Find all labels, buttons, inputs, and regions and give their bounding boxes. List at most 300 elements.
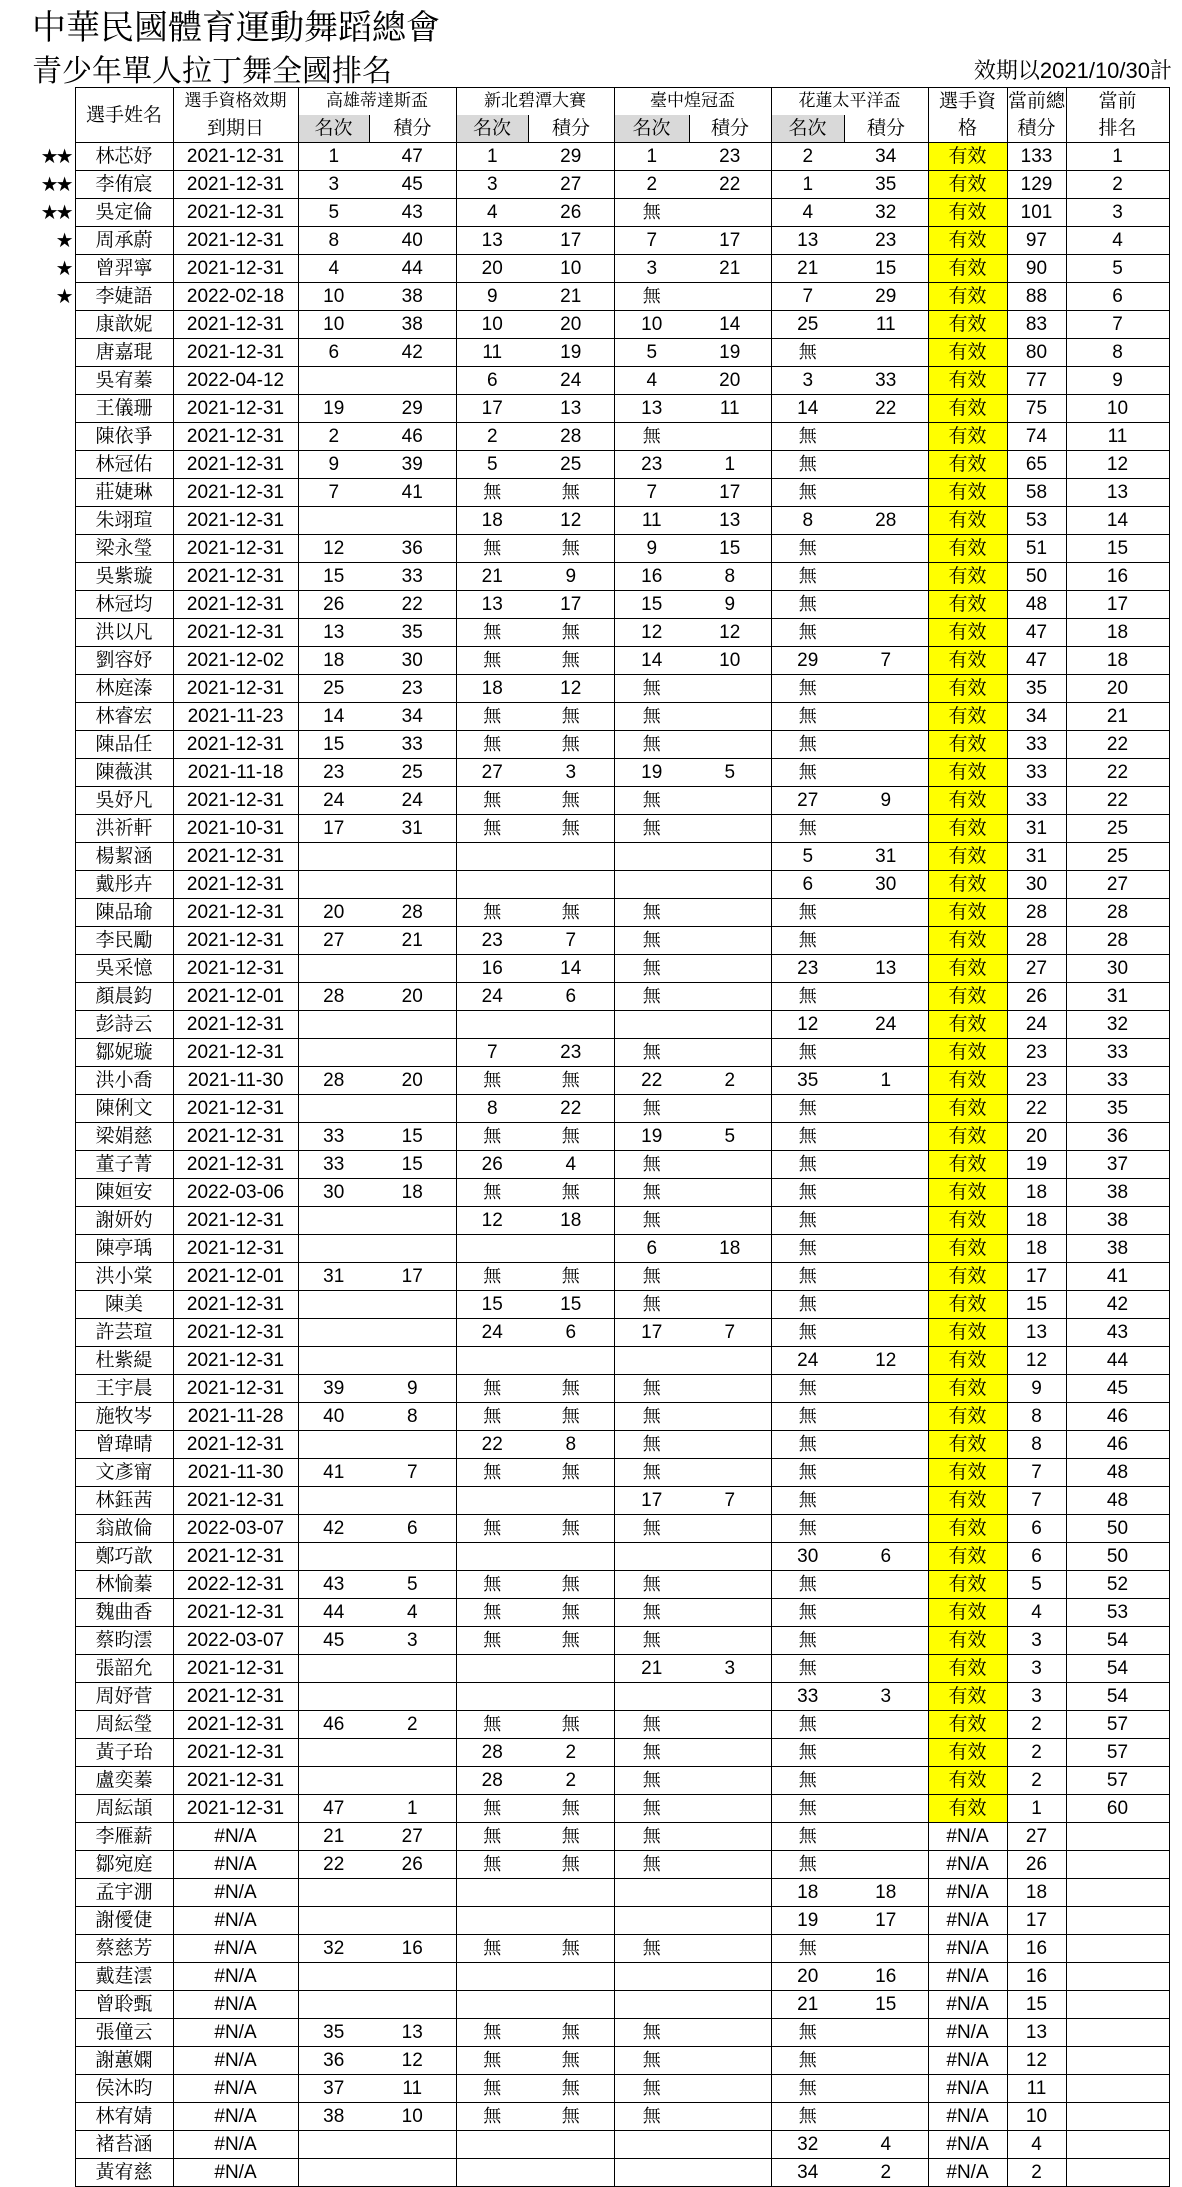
status-badge: 有效: [928, 1235, 1007, 1263]
expiry-date: 2021-12-31: [173, 1683, 298, 1711]
table-row: [0, 1655, 1169, 1683]
player-name: 康歆妮: [75, 311, 173, 339]
comp4-rank: 無: [771, 703, 844, 731]
comp3-points: [689, 843, 771, 871]
table-row: [0, 451, 1169, 479]
comp2-rank: 無: [456, 1459, 528, 1487]
comp4-points: 11: [844, 311, 928, 339]
comp2-points: 無: [528, 479, 614, 507]
comp1-points: 24: [369, 787, 456, 815]
current-rank: 22: [1066, 731, 1169, 759]
comp1-rank: 8: [298, 227, 369, 255]
comp2-points: 24: [528, 367, 614, 395]
star-rating: [0, 479, 75, 507]
table-row: [0, 227, 1169, 255]
star-rating: [0, 2019, 75, 2047]
comp4-rank: 2: [771, 143, 844, 171]
player-name: 黃子珆: [75, 1739, 173, 1767]
comp4-points: 12: [844, 1347, 928, 1375]
total-points: 97: [1007, 227, 1066, 255]
comp4-rank: 無: [771, 731, 844, 759]
table-row: [0, 2047, 1169, 2075]
comp4-rank: 無: [771, 1851, 844, 1879]
comp4-points: [844, 563, 928, 591]
player-name: 戴莛澐: [75, 1963, 173, 1991]
expiry-date: 2021-12-31: [173, 955, 298, 983]
total-points: 19: [1007, 1151, 1066, 1179]
star-rating: ★: [55, 284, 71, 308]
player-name: 李侑宸: [75, 171, 173, 199]
comp3-points: [689, 731, 771, 759]
comp1-rank: 38: [298, 2103, 369, 2131]
comp1-rank: [298, 871, 369, 899]
table-row: [0, 367, 1169, 395]
comp1-rank: 6: [298, 339, 369, 367]
comp4-rank: 無: [771, 1767, 844, 1795]
player-name: 洪祈軒: [75, 815, 173, 843]
comp1-points: 9: [369, 1375, 456, 1403]
player-name: 陳依爭: [75, 423, 173, 451]
comp3-points: 17: [689, 479, 771, 507]
comp4-points: [844, 1207, 928, 1235]
comp4-points: [844, 339, 928, 367]
comp2-points: 無: [528, 2075, 614, 2103]
comp2-rank: 8: [456, 1095, 528, 1123]
comp3-points: 10: [689, 647, 771, 675]
current-rank: 41: [1066, 1263, 1169, 1291]
comp2-points: [528, 1683, 614, 1711]
comp2-rank: 無: [456, 1823, 528, 1851]
status-badge: 有效: [928, 759, 1007, 787]
comp1-points: 23: [369, 675, 456, 703]
table-row: [0, 423, 1169, 451]
current-rank: 46: [1066, 1403, 1169, 1431]
comp4-points: 33: [844, 367, 928, 395]
comp3-points: [689, 283, 771, 311]
comp2-rank: 23: [456, 927, 528, 955]
comp4-rank: 5: [771, 843, 844, 871]
comp4-rank: 無: [771, 451, 844, 479]
comp3-rank: [614, 2159, 689, 2187]
comp2-rank: [456, 871, 528, 899]
comp2-rank: 無: [456, 1515, 528, 1543]
comp4-points: [844, 675, 928, 703]
total-points: 27: [1007, 1823, 1066, 1851]
status-badge: 有效: [928, 423, 1007, 451]
expiry-date: 2021-12-31: [173, 1039, 298, 1067]
current-rank: 60: [1066, 1795, 1169, 1823]
comp1-rank: [298, 1095, 369, 1123]
comp3-rank: 23: [614, 451, 689, 479]
comp2-points: 無: [528, 1403, 614, 1431]
comp1-rank: [298, 955, 369, 983]
comp1-points: 22: [369, 591, 456, 619]
comp2-points: [528, 1991, 614, 2019]
total-points: 34: [1007, 703, 1066, 731]
total-subheader: 積分: [1007, 115, 1066, 143]
player-name: 翁啟倫: [75, 1515, 173, 1543]
table-row: [0, 507, 1169, 535]
star-rating: [0, 1011, 75, 1039]
comp1-points: [369, 1767, 456, 1795]
comp1-points: [369, 1291, 456, 1319]
current-rank: 43: [1066, 1319, 1169, 1347]
total-points: 16: [1007, 1935, 1066, 1963]
star-rating: [0, 339, 75, 367]
comp1-points: 38: [369, 311, 456, 339]
comp2-points: 無: [528, 787, 614, 815]
comp1-points: [369, 871, 456, 899]
total-points: 31: [1007, 843, 1066, 871]
current-rank: 45: [1066, 1375, 1169, 1403]
comp2-points: 無: [528, 1711, 614, 1739]
comp1-rank: [298, 843, 369, 871]
comp2-rank: 無: [456, 1263, 528, 1291]
status-badge: 有效: [928, 927, 1007, 955]
star-rating: [0, 1515, 75, 1543]
comp2-rank: 17: [456, 395, 528, 423]
page-subtitle: 青少年單人拉丁舞全國排名: [32, 54, 392, 89]
comp4-rank: 18: [771, 1879, 844, 1907]
comp4-points: [844, 1375, 928, 1403]
total-points: 48: [1007, 591, 1066, 619]
expiry-date: 2021-12-31: [173, 1123, 298, 1151]
comp4-rank: 無: [771, 1711, 844, 1739]
status-badge: 有效: [928, 1543, 1007, 1571]
comp1-points: 34: [369, 703, 456, 731]
comp4-rank: 無: [771, 1739, 844, 1767]
comp3-rank: 無: [614, 1599, 689, 1627]
comp2-points: 無: [528, 2047, 614, 2075]
comp1-points: 41: [369, 479, 456, 507]
status-badge: 有效: [928, 1431, 1007, 1459]
comp4-rank: 無: [771, 591, 844, 619]
table-row: [0, 1823, 1169, 1851]
comp1-rank: 10: [298, 283, 369, 311]
expiry-date: 2021-12-31: [173, 171, 298, 199]
comp1-rank: 7: [298, 479, 369, 507]
expiry-date: 2021-12-31: [173, 1207, 298, 1235]
table-row: [0, 535, 1169, 563]
player-name: 曾聆甄: [75, 1991, 173, 2019]
star-rating: [0, 535, 75, 563]
status-badge: 有效: [928, 1571, 1007, 1599]
comp3-rank: 無: [614, 1431, 689, 1459]
comp1-points: 38: [369, 283, 456, 311]
comp1-points: 33: [369, 731, 456, 759]
status-badge: 有效: [928, 283, 1007, 311]
player-name: 陳薇淇: [75, 759, 173, 787]
comp4-points: [844, 1851, 928, 1879]
expiry-date: 2021-12-31: [173, 1375, 298, 1403]
star-rating: [0, 983, 75, 1011]
status-badge: 有效: [928, 1179, 1007, 1207]
comp2-rank: [456, 1543, 528, 1571]
comp4-rank: 27: [771, 787, 844, 815]
comp2-points: 28: [528, 423, 614, 451]
comp2-rank: 2: [456, 423, 528, 451]
comp2-rank: [456, 1235, 528, 1263]
comp1-rank: 20: [298, 899, 369, 927]
comp3-rank: 5: [614, 339, 689, 367]
comp3-points: 7: [689, 1319, 771, 1347]
comp3-points: 14: [689, 311, 771, 339]
comp2-points: [528, 871, 614, 899]
table-row: [0, 1459, 1169, 1487]
comp1-points: 16: [369, 1935, 456, 1963]
status-badge: 有效: [928, 787, 1007, 815]
star-rating: [0, 2159, 75, 2187]
comp3-rank: 無: [614, 955, 689, 983]
expiry-date: #N/A: [173, 1963, 298, 1991]
comp3-points: [689, 2159, 771, 2187]
comp4-points: [844, 479, 928, 507]
comp2-points: 7: [528, 927, 614, 955]
comp1-points: 39: [369, 451, 456, 479]
current-rank: 54: [1066, 1683, 1169, 1711]
comp4-rank: 7: [771, 283, 844, 311]
expiry-date: 2022-02-18: [173, 283, 298, 311]
player-name: 顏晨鈞: [75, 983, 173, 1011]
comp1-rank: 31: [298, 1263, 369, 1291]
comp4-rank: 6: [771, 871, 844, 899]
current-rank: 46: [1066, 1431, 1169, 1459]
comp2-points: 27: [528, 171, 614, 199]
expiry-date: 2021-12-31: [173, 507, 298, 535]
comp3-rank: 無: [614, 1739, 689, 1767]
status-badge: 有效: [928, 1739, 1007, 1767]
comp1-rank: [298, 1963, 369, 1991]
table-row: [0, 1963, 1169, 1991]
expiry-date: #N/A: [173, 2019, 298, 2047]
comp1-points: 36: [369, 535, 456, 563]
comp4-points: [844, 1711, 928, 1739]
expiry-date: #N/A: [173, 1935, 298, 1963]
comp1-rank: 25: [298, 675, 369, 703]
expiry-date: 2021-12-31: [173, 899, 298, 927]
comp3-rank: 無: [614, 2047, 689, 2075]
current-rank: 21: [1066, 703, 1169, 731]
total-points: 9: [1007, 1375, 1066, 1403]
player-name: 李婕語: [75, 283, 173, 311]
current-rank: 7: [1066, 311, 1169, 339]
total-points: 83: [1007, 311, 1066, 339]
comp2-points: 19: [528, 339, 614, 367]
table-row: [0, 1151, 1169, 1179]
table-row: [0, 1907, 1169, 1935]
name-column-header: 選手姓名: [75, 88, 173, 143]
total-points: 33: [1007, 759, 1066, 787]
table-row: [0, 1851, 1169, 1879]
comp1-points: 18: [369, 1179, 456, 1207]
comp3-rank: 13: [614, 395, 689, 423]
status-badge: 有效: [928, 367, 1007, 395]
comp2-rank: [456, 1879, 528, 1907]
comp3-rank: 3: [614, 255, 689, 283]
player-name: 蔡昀澐: [75, 1627, 173, 1655]
status-badge: 有效: [928, 1039, 1007, 1067]
comp3-rank: 無: [614, 1935, 689, 1963]
player-name: 王儀珊: [75, 395, 173, 423]
points-subheader: 積分: [689, 115, 771, 143]
comp4-points: [844, 899, 928, 927]
player-name: 林芯妤: [75, 143, 173, 171]
points-subheader: 積分: [369, 115, 456, 143]
star-rating: [0, 955, 75, 983]
comp4-rank: 無: [771, 899, 844, 927]
status-badge: 有效: [928, 1123, 1007, 1151]
comp4-rank: 1: [771, 171, 844, 199]
table-row: [0, 1795, 1169, 1823]
comp4-points: [844, 1823, 928, 1851]
player-name: 朱翊瑄: [75, 507, 173, 535]
status-badge: #N/A: [928, 2075, 1007, 2103]
comp3-points: [689, 1431, 771, 1459]
comp3-points: 5: [689, 1123, 771, 1151]
expiry-date: 2021-12-31: [173, 843, 298, 871]
comp4-points: [844, 1487, 928, 1515]
comp2-rank: 無: [456, 1711, 528, 1739]
status-badge: 有效: [928, 1319, 1007, 1347]
comp3-rank: 7: [614, 479, 689, 507]
comp4-rank: 無: [771, 1123, 844, 1151]
player-name: 李民勵: [75, 927, 173, 955]
comp1-rank: [298, 1655, 369, 1683]
comp4-rank: 30: [771, 1543, 844, 1571]
table-row: [0, 1375, 1169, 1403]
expiry-date: 2021-12-31: [173, 1795, 298, 1823]
comp2-rank: 13: [456, 227, 528, 255]
comp3-rank: [614, 871, 689, 899]
status-badge: #N/A: [928, 2047, 1007, 2075]
comp3-points: [689, 675, 771, 703]
comp2-rank: 無: [456, 1067, 528, 1095]
comp1-rank: 46: [298, 1711, 369, 1739]
comp4-points: 2: [844, 2159, 928, 2187]
comp2-points: [528, 1011, 614, 1039]
player-name: 文彥甯: [75, 1459, 173, 1487]
comp1-rank: [298, 1291, 369, 1319]
comp4-rank: 23: [771, 955, 844, 983]
player-name: 杜紫緹: [75, 1347, 173, 1375]
table-row: [0, 1991, 1169, 2019]
comp3-rank: 10: [614, 311, 689, 339]
comp1-rank: 30: [298, 1179, 369, 1207]
current-rank: 20: [1066, 675, 1169, 703]
comp2-rank: 無: [456, 1375, 528, 1403]
player-name: 褚苔涵: [75, 2131, 173, 2159]
status-badge: #N/A: [928, 1907, 1007, 1935]
comp4-points: [844, 1151, 928, 1179]
comp2-points: [528, 1655, 614, 1683]
status-badge: 有效: [928, 815, 1007, 843]
total-points: 6: [1007, 1543, 1066, 1571]
star-rating: [0, 1991, 75, 2019]
star-rating: [0, 1459, 75, 1487]
comp1-rank: [298, 1739, 369, 1767]
total-points: 17: [1007, 1907, 1066, 1935]
star-rating: [0, 871, 75, 899]
expiry-date: 2021-11-23: [173, 703, 298, 731]
player-name: 魏曲香: [75, 1599, 173, 1627]
comp4-points: [844, 1515, 928, 1543]
comp3-rank: 無: [614, 927, 689, 955]
star-rating: [0, 1403, 75, 1431]
player-name: 謝妍妁: [75, 1207, 173, 1235]
comp2-points: 無: [528, 1795, 614, 1823]
comp4-rank: 20: [771, 1963, 844, 1991]
comp2-rank: 21: [456, 563, 528, 591]
current-rank-subheader: 排名: [1066, 115, 1169, 143]
comp3-points: [689, 1151, 771, 1179]
status-badge: 有效: [928, 955, 1007, 983]
comp2-points: 無: [528, 647, 614, 675]
status-badge: 有效: [928, 647, 1007, 675]
status-badge: 有效: [928, 1487, 1007, 1515]
table-row: [0, 2103, 1169, 2131]
comp1-points: 12: [369, 2047, 456, 2075]
comp4-rank: 無: [771, 1487, 844, 1515]
comp3-points: 9: [689, 591, 771, 619]
comp3-points: [689, 1963, 771, 1991]
comp4-points: 22: [844, 395, 928, 423]
comp3-rank: [614, 1879, 689, 1907]
comp3-rank: 無: [614, 1151, 689, 1179]
comp3-rank: 無: [614, 899, 689, 927]
comp3-points: [689, 1011, 771, 1039]
comp4-points: [844, 423, 928, 451]
total-points: 7: [1007, 1459, 1066, 1487]
player-name: 楊絜涵: [75, 843, 173, 871]
comp1-rank: 3: [298, 171, 369, 199]
total-points: 35: [1007, 675, 1066, 703]
player-name: 吳定倫: [75, 199, 173, 227]
current-rank: [1066, 2131, 1169, 2159]
expiry-date: 2021-12-02: [173, 647, 298, 675]
comp1-rank: 24: [298, 787, 369, 815]
comp1-points: [369, 843, 456, 871]
comp2-rank: 9: [456, 283, 528, 311]
comp3-rank: 16: [614, 563, 689, 591]
star-rating: [0, 1683, 75, 1711]
comp4-points: [844, 535, 928, 563]
comp2-points: 無: [528, 703, 614, 731]
expiry-date: 2021-12-31: [173, 871, 298, 899]
comp3-points: [689, 1851, 771, 1879]
comp4-points: [844, 2047, 928, 2075]
table-row: [0, 1935, 1169, 1963]
comp1-points: [369, 1347, 456, 1375]
expiry-date: #N/A: [173, 2131, 298, 2159]
comp1-rank: [298, 1319, 369, 1347]
comp2-rank: [456, 1907, 528, 1935]
comp2-rank: [456, 1011, 528, 1039]
comp2-rank: 26: [456, 1151, 528, 1179]
comp2-points: 無: [528, 1067, 614, 1095]
comp3-rank: 19: [614, 759, 689, 787]
player-name: 董子菁: [75, 1151, 173, 1179]
player-name: 林睿宏: [75, 703, 173, 731]
status-badge: 有效: [928, 479, 1007, 507]
star-rating: ★★: [40, 200, 71, 224]
comp4-rank: 29: [771, 647, 844, 675]
current-rank: 38: [1066, 1235, 1169, 1263]
comp4-rank: 無: [771, 339, 844, 367]
comp3-points: 7: [689, 1487, 771, 1515]
star-rating: [0, 1907, 75, 1935]
comp1-points: 2: [369, 1711, 456, 1739]
comp4-points: [844, 1627, 928, 1655]
